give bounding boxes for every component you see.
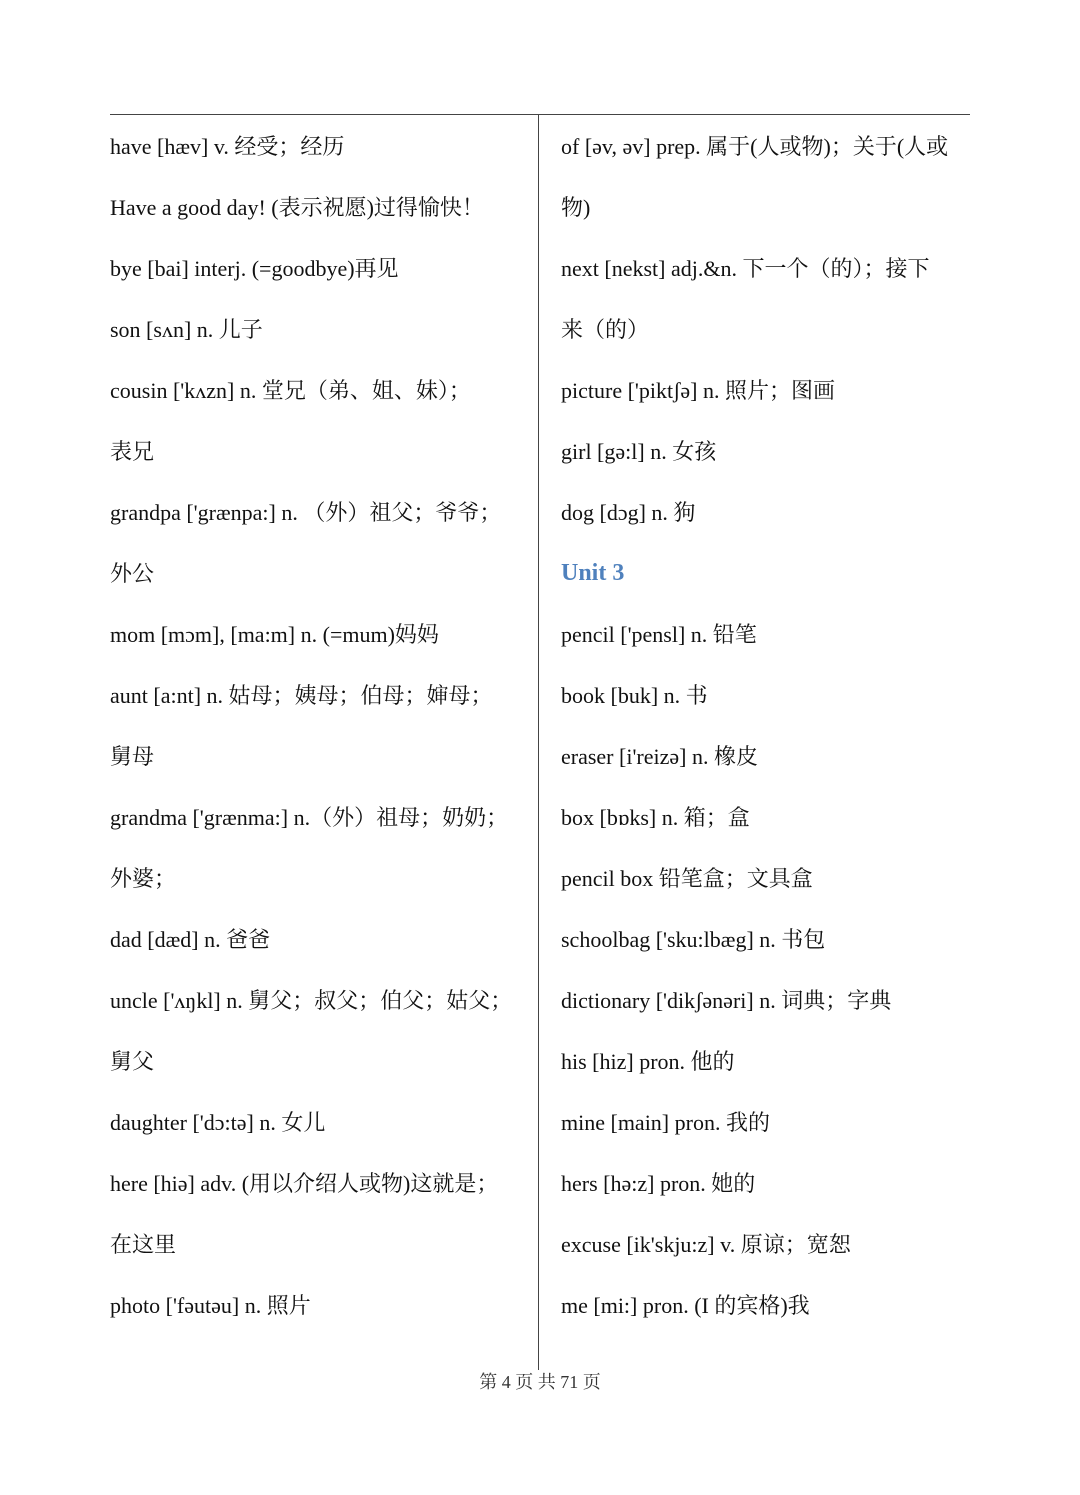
vocab-line: Have a good day! (表示祝愿)过得愉快！ bbox=[110, 195, 484, 220]
vocab-line: 舅母 bbox=[110, 744, 155, 769]
vocab-line: bye [bai] interj. (=goodbye)再见 bbox=[110, 256, 399, 281]
vocab-line: here [hiə] adv. (用以介绍人或物)这就是； bbox=[110, 1171, 499, 1196]
vocab-line: 物) bbox=[561, 195, 591, 220]
vocab-line: 外公 bbox=[110, 561, 155, 586]
column-divider bbox=[538, 114, 539, 1370]
vocab-line: his [hiz] pron. 他的 bbox=[561, 1049, 735, 1074]
vocab-line: daughter ['dɔ:tə] n. 女儿 bbox=[110, 1110, 326, 1135]
vocab-line: box [bɒks] n. 箱；盒 bbox=[561, 805, 750, 830]
unit-heading: Unit 3 bbox=[561, 560, 625, 586]
vocab-line: girl [gə:l] n. 女孩 bbox=[561, 439, 717, 464]
vocab-line: pencil box 铅笔盒；文具盒 bbox=[561, 866, 813, 891]
vocab-line: 舅父 bbox=[110, 1049, 155, 1074]
vocab-line: me [mi:] pron. (I 的宾格)我 bbox=[561, 1293, 810, 1318]
vocab-line: have [hæv] v. 经受；经历 bbox=[110, 134, 345, 159]
vocab-line: next [nekst] adj.&n. 下一个（的）；接下 bbox=[561, 256, 930, 281]
vocab-line: photo ['fəutəu] n. 照片 bbox=[110, 1293, 311, 1318]
top-rule bbox=[110, 114, 970, 115]
vocab-line: uncle ['ʌŋkl] n. 舅父；叔父；伯父；姑父； bbox=[110, 988, 513, 1013]
vocab-line: 在这里 bbox=[110, 1232, 177, 1257]
vocab-line: grandpa ['grænpa:] n. （外）祖父；爷爷； bbox=[110, 500, 502, 525]
vocab-line: son [sʌn] n. 儿子 bbox=[110, 317, 263, 342]
vocab-line: eraser [i'reizə] n. 橡皮 bbox=[561, 744, 758, 769]
left-column bbox=[110, 116, 528, 1336]
right-column bbox=[561, 116, 973, 1336]
vocab-line: 外婆； bbox=[110, 866, 177, 891]
vocab-line: cousin ['kʌzn] n. 堂兄（弟、姐、妹）； bbox=[110, 378, 471, 403]
vocab-line: dad [dæd] n. 爸爸 bbox=[110, 927, 271, 952]
vocab-line: of [əv, əv] prep. 属于(人或物)；关于(人或 bbox=[561, 134, 949, 159]
vocab-line: pencil ['pensl] n. 铅笔 bbox=[561, 622, 757, 647]
vocab-line: schoolbag ['sku:lbæg] n. 书包 bbox=[561, 927, 826, 952]
vocab-line: hers [hə:z] pron. 她的 bbox=[561, 1171, 756, 1196]
vocab-line: book [buk] n. 书 bbox=[561, 683, 708, 708]
vocab-line: dog [dɔg] n. 狗 bbox=[561, 500, 696, 525]
vocab-line: 表兄 bbox=[110, 439, 155, 464]
vocab-line: aunt [a:nt] n. 姑母；姨母；伯母；婶母； bbox=[110, 683, 493, 708]
vocab-line: grandma ['grænma:] n.（外）祖母；奶奶； bbox=[110, 805, 509, 830]
vocab-line: mom [mɔm], [ma:m] n. (=mum)妈妈 bbox=[110, 622, 439, 647]
vocab-line: 来（的） bbox=[561, 317, 650, 342]
page-footer: 第 4 页 共 71 页 bbox=[479, 1372, 601, 1392]
vocab-line: mine [main] pron. 我的 bbox=[561, 1110, 770, 1135]
vocab-line: picture ['piktʃə] n. 照片；图画 bbox=[561, 378, 836, 403]
vocab-line: excuse [ik'skju:z] v. 原谅；宽恕 bbox=[561, 1232, 851, 1257]
vocab-line: dictionary ['dikʃənəri] n. 词典；字典 bbox=[561, 988, 892, 1013]
